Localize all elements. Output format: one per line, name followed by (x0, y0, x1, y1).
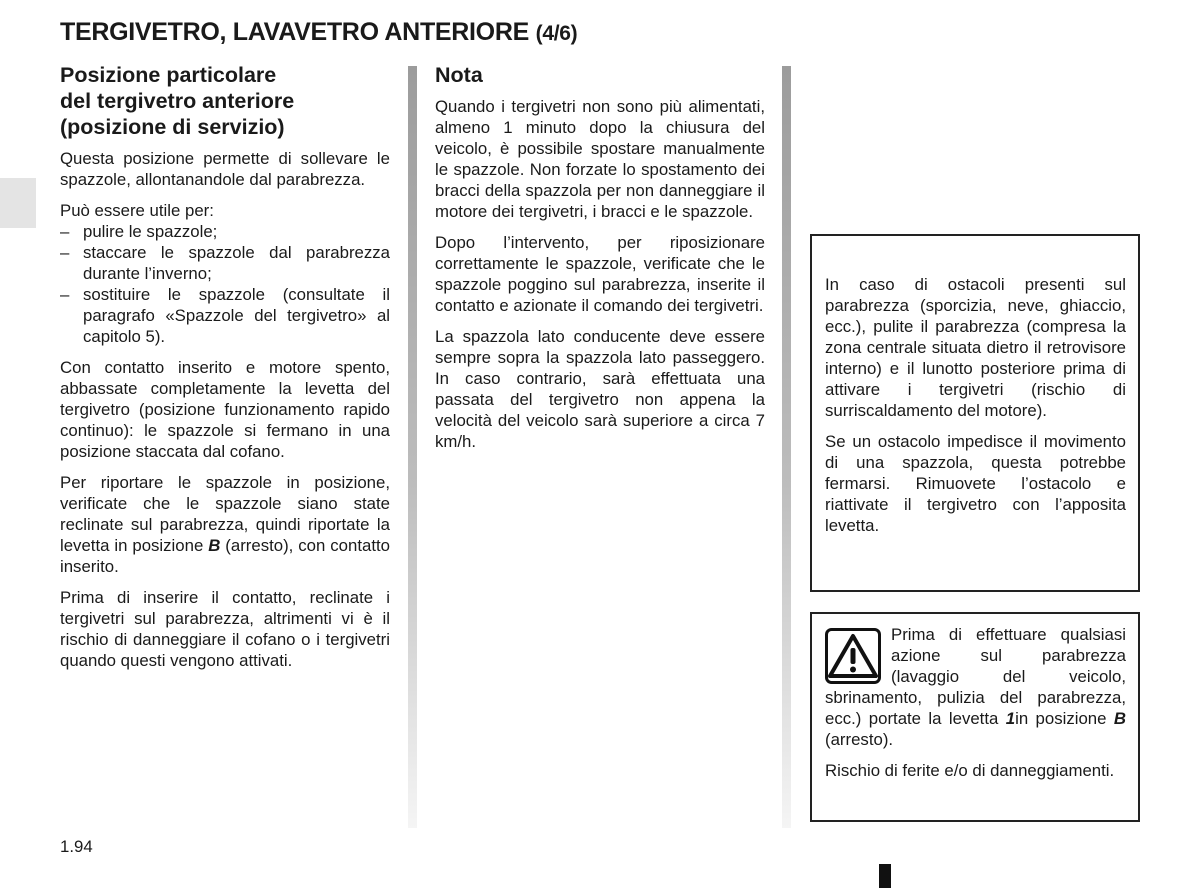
page-indicator: (4/6) (535, 22, 578, 45)
note-column (435, 62, 765, 462)
section-heading (60, 62, 390, 140)
info-paragraph-2: Se un ostacolo impedisce il movimento di una spazzola, questa potrebbe fermarsi. Rimuovete l’ostacolo e riattivate il tergivetro con l’apposita levetta. (825, 432, 1126, 535)
return-text-c: (arresto), con contatto inserito. (60, 536, 390, 576)
caution-paragraph: Prima di inserire il contatto, reclinate i tergivetri sul parabrezza, altrimenti vi è il rischio di danneggiare il cofano o i tergivetri quando questi vengono attivati. (60, 588, 390, 670)
list-item: – sostituire le spazzole (consultate il paragrafo «Spazzole del tergivetro» al capitolo 5). (60, 284, 390, 347)
page-number: 1.94 (60, 837, 93, 856)
warning-paragraph-2: Rischio di ferite e/o di danneggiamenti. (825, 761, 1115, 780)
info-paragraph-1: In caso di ostacoli presenti sul parabrezza (sporcizia, neve, ghiaccio, ecc.), pulite il parabrezza (compresa la zona centrale situata dietro il retrovisore interno) e il lunotto posteriore prima di attivare i tergivetri (rischio di surriscaldamento del motore). (825, 275, 1126, 420)
note-paragraph-2: Dopo l’intervento, per riposizionare correttamente le spazzole, verificate che le spazzole poggino sul parabrezza, inserite il contatto e azionate il comando dei tergivetri. (435, 233, 765, 315)
warning-text-a: Prima di effettuare qualsiasi azione sul parabrezza (lavaggio del veicolo, sbrinamento, pulizia del parabrezza, ecc.) portate la levetta (825, 625, 1126, 728)
list-item: – pulire le spazzole; (60, 221, 390, 242)
warning-triangle-icon (825, 628, 881, 684)
footer-mark (879, 864, 891, 888)
column-divider-bar (408, 66, 417, 828)
return-paragraph (60, 472, 390, 577)
procedure-paragraph: Con contatto inserito e motore spento, abbassate completamente la levetta del tergivetro (posizione funzionamento rapido continuo): le spazzole si fermano in una posizione staccata dal cofano. (60, 358, 390, 461)
note-paragraph-3: La spazzola lato conducente deve essere sempre sopra la spazzola lato passeggero. In caso contrario, sarà effettuata una passata del tergivetro non appena la velocità del veicolo sarà superiore a circa 7 km/h. (435, 327, 765, 451)
chapter-tab-marker (0, 178, 36, 228)
page-title-text: TERGIVETRO, LAVAVETRO ANTERIORE (60, 18, 529, 46)
intro-paragraph: Questa posizione permette di sollevare le spazzole, allontanandole dal parabrezza. (60, 149, 390, 189)
position-b-label: B (1113, 709, 1126, 728)
page-title (60, 18, 577, 47)
uses-list (60, 221, 390, 347)
warning-text-c: in posizione (1015, 709, 1114, 728)
uses-intro: Può essere utile per: (60, 201, 214, 220)
section-heading-line-1: Posizione particolare (60, 63, 277, 87)
lever-1-label: 1 (1005, 709, 1016, 728)
info-box (810, 234, 1140, 592)
column-divider-bar (782, 66, 791, 828)
section-heading-line-3: (posizione di servizio) (60, 115, 285, 139)
note-paragraph-1: Quando i tergivetri non sono più alimentati, almeno 1 minuto dopo la chiusura del veicolo, è possibile spostare manualmente le spazzole. Non forzate lo spostamento dei bracci della spazzola per non danneggiare il motore dei tergivetri, i bracci e le spazzole. (435, 97, 765, 221)
list-item: – staccare le spazzole dal parabrezza durante l’inverno; (60, 242, 390, 284)
return-text-a: Per riportare le spazzole in posizione, verificate che le spazzole siano state reclinate sul parabrezza, quindi riportate la levetta in posizione (60, 473, 390, 555)
note-heading: Nota (435, 63, 483, 87)
warning-text-e: (arresto). (825, 730, 894, 749)
warning-box (810, 612, 1140, 822)
position-b-label: B (208, 536, 221, 555)
left-column (60, 62, 390, 681)
section-heading-line-2: del tergivetro anteriore (60, 89, 295, 113)
